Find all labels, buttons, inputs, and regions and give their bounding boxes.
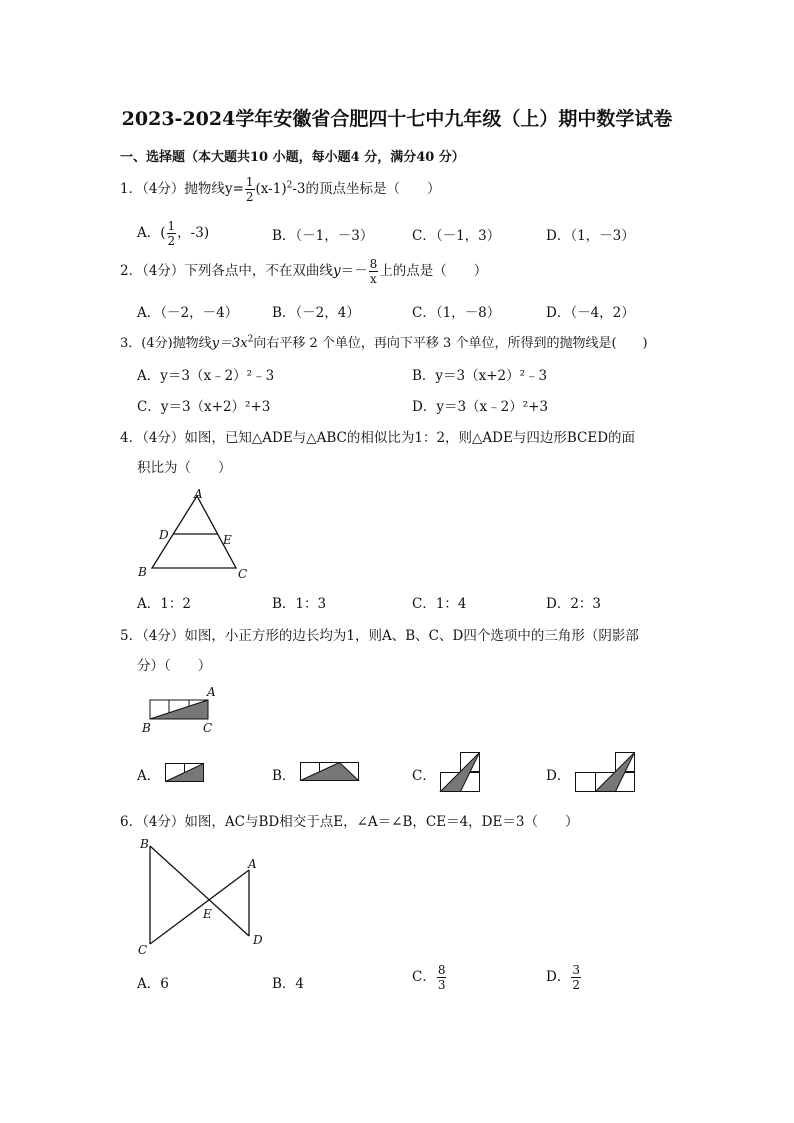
- q2-eq: ＝－: [340, 263, 368, 279]
- q2-fraction: [369, 258, 379, 285]
- question-2: [120, 258, 487, 285]
- q2-frac-num: 8: [369, 257, 378, 271]
- section-heading-choice: 一、选择题（本大题共10 小题，每小题4 分，满分40 分）: [120, 150, 465, 165]
- q4-label-d: D: [159, 528, 169, 542]
- q5-option-a-figure[interactable]: [165, 763, 207, 783]
- q1-sup: 2: [286, 180, 293, 191]
- q6-d-fraction: [571, 964, 581, 991]
- q6-c-fraction: [437, 964, 447, 991]
- q1-frac-den: 2: [245, 190, 254, 204]
- q1-fraction: [245, 176, 255, 203]
- q6-d-num: 3: [572, 963, 580, 977]
- q5-grid-figure: [138, 684, 228, 736]
- q4-label-a: A: [194, 487, 203, 501]
- q1-a-num: 1: [167, 219, 176, 233]
- q6-option-c[interactable]: [412, 964, 447, 991]
- q3-option-a[interactable]: A．y＝3（x﹣2）²﹣3: [137, 368, 275, 384]
- q6-c-num: 8: [437, 963, 446, 977]
- q2-option-c[interactable]: C．（1，－8）: [412, 305, 501, 321]
- q4-option-b[interactable]: B．1：3: [272, 596, 327, 612]
- q1-a-den: 2: [167, 234, 176, 248]
- q6-c-den: 3: [437, 978, 446, 992]
- q6-c-label: C．: [412, 969, 436, 985]
- q6-label-e: E: [203, 907, 212, 921]
- q5-option-d-figure[interactable]: [575, 752, 637, 794]
- q3-stem-post: 向右平移 2 个单位，再向下平移 3 个单位，所得到的抛物线是( ): [253, 336, 648, 351]
- q6-option-a[interactable]: A．6: [137, 976, 169, 992]
- q4-option-c[interactable]: C．1：4: [412, 596, 467, 612]
- q5-option-c-figure[interactable]: [440, 752, 482, 794]
- q1-a-post: ，-3): [177, 225, 210, 241]
- q6-d-label: D．: [546, 969, 571, 985]
- q2-var: y: [332, 263, 341, 279]
- q3-option-c[interactable]: C．y＝3（x+2）²+3: [137, 399, 271, 415]
- question-5-line-1: 5．（4分）如图，小正方形的边长均为1，则A、B、C、D四个选项中的三角形（阴影部: [120, 628, 639, 644]
- q1-stem-post: -3的顶点坐标是（ ）: [292, 181, 441, 197]
- q1-option-c[interactable]: C．（－1，3）: [412, 228, 501, 244]
- q2-stem-post: 上的点是（ ）: [379, 263, 488, 279]
- q6-option-d[interactable]: [546, 964, 582, 991]
- q3-option-d[interactable]: D．y＝3（x﹣2）²+3: [412, 399, 549, 415]
- q5-option-b-label[interactable]: B．: [272, 768, 296, 784]
- q4-label-e: E: [223, 533, 232, 547]
- q4-label-b: B: [138, 565, 147, 579]
- q4-label-c: C: [238, 567, 248, 581]
- q4-triangle-figure: [130, 484, 260, 584]
- q6-crossing-figure: [136, 836, 270, 960]
- q1-stem-mid: (x-1): [255, 181, 287, 197]
- q6-d-den: 2: [572, 978, 580, 992]
- q2-stem-pre: 2．（4分）下列各点中，不在双曲线: [120, 263, 333, 279]
- q3-sup: 2: [247, 334, 254, 345]
- q1-option-b[interactable]: B．（－1，－3）: [272, 228, 374, 244]
- q1-stem-pre: y=: [224, 181, 244, 197]
- q1-option-a[interactable]: [137, 220, 209, 247]
- q1-option-d[interactable]: D．（1，－3）: [546, 228, 635, 244]
- page-title: 2023-2024学年安徽省合肥四十七中九年级（上）期中数学试卷: [121, 108, 673, 130]
- q6-option-b[interactable]: B．4: [272, 976, 305, 992]
- q6-label-a: A: [248, 857, 257, 871]
- q5-option-b-figure[interactable]: [300, 762, 362, 782]
- q4-option-d[interactable]: D．2：3: [546, 596, 602, 612]
- q1-a-fraction: [167, 220, 177, 247]
- q6-label-c: C: [138, 943, 148, 957]
- question-4-line-1: 4．（4分）如图，已知△ADE与△ABC的相似比为1：2，则△ADE与四边形BCED的面: [120, 430, 636, 446]
- q5-label-b: B: [142, 721, 151, 735]
- question-3: [120, 332, 648, 351]
- q6-label-b: B: [140, 837, 149, 851]
- q3-expr: y＝3x: [211, 336, 248, 351]
- q5-label-a: A: [207, 685, 216, 699]
- q1-a-pre: (: [160, 225, 166, 241]
- q5-option-d-label[interactable]: D．: [546, 768, 571, 784]
- question-4-line-2: 积比为（ ）: [137, 460, 232, 476]
- q2-frac-den: x: [370, 272, 377, 286]
- q4-option-a[interactable]: A．1：2: [137, 596, 191, 612]
- question-1: [120, 176, 440, 203]
- q5-option-a-label[interactable]: A．: [137, 768, 161, 784]
- q1-a-label: A．: [137, 225, 161, 241]
- q6-label-d: D: [253, 933, 263, 947]
- q5-label-c: C: [203, 721, 213, 735]
- question-5-line-2: 分）（ ）: [137, 658, 212, 674]
- q2-option-b[interactable]: B．（－2，4）: [272, 305, 360, 321]
- q2-option-d[interactable]: D．（－4，2）: [546, 305, 635, 321]
- q3-option-b[interactable]: B．y＝3（x+2）²﹣3: [412, 368, 548, 384]
- q3-stem-pre: 3．(4分)抛物线: [120, 336, 212, 351]
- question-6: 6．（4分）如图，AC与BD相交于点E，∠A＝∠B，CE＝4，DE＝3（ ）: [120, 814, 579, 830]
- q2-option-a[interactable]: A．（－2，－4）: [137, 305, 239, 321]
- q1-number: 1．（4分）抛物线: [120, 181, 225, 197]
- q5-option-c-label[interactable]: C．: [412, 768, 436, 784]
- q1-frac-num: 1: [245, 175, 254, 189]
